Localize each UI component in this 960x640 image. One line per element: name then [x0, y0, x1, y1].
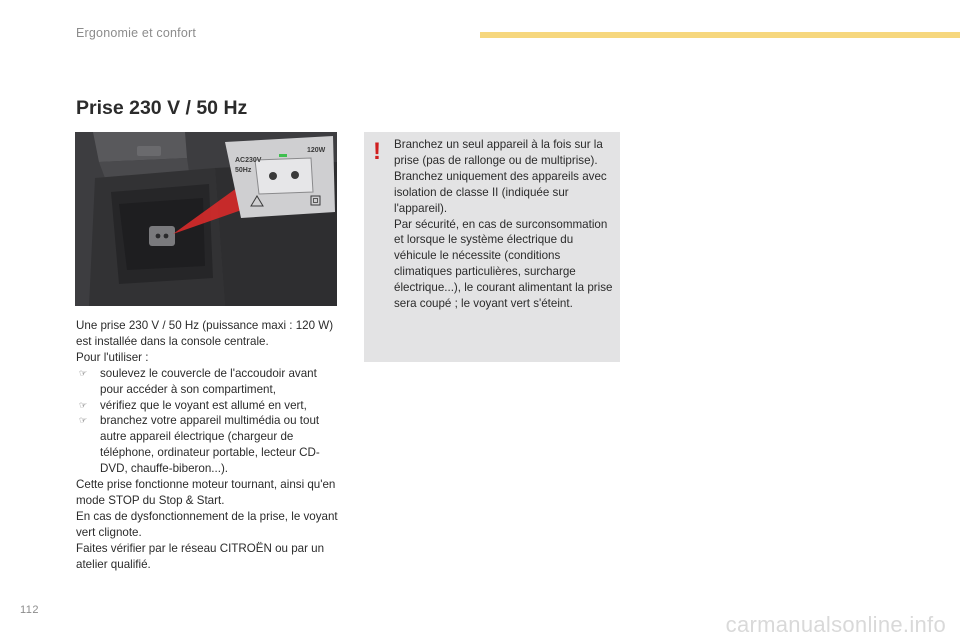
page-number: 112: [20, 604, 40, 616]
exclamation-icon: !: [373, 138, 381, 165]
operation-note: Cette prise fonctionne moteur tournant, ainsi qu'en mode STOP du Stop & Start.: [76, 478, 336, 507]
pointing-hand-icon: ☞: [78, 367, 88, 378]
warning-line-safety-cutoff: Par sécurité, en cas de surconsommation et lorsque le système électrique du véhicule le nécessite (conditions climatiques particulières, surcharge électrique...), le courant alimentant la prise sera coupé ; le voyant vert s'éteint.: [394, 217, 613, 311]
intro-paragraph: Une prise 230 V / 50 Hz (puissance maxi : 120 W) est installée dans la console centrale.: [76, 319, 334, 348]
console-illustration: [75, 132, 337, 306]
usage-steps: [76, 366, 338, 477]
list-item: [76, 413, 338, 477]
warning-line-single-device: Branchez un seul appareil à la fois sur la prise (pas de rallonge ou de multiprise).: [394, 138, 603, 167]
list-item: [76, 398, 338, 414]
pointing-hand-icon: ☞: [78, 399, 88, 410]
footer-watermark: carmanualsonline.info: [725, 612, 946, 637]
warning-box: [364, 132, 620, 362]
body-text: [76, 318, 338, 573]
section-header: Ergonomie et confort: [76, 26, 197, 40]
warning-text: [394, 137, 616, 312]
label-voltage: AC230V: [235, 157, 262, 164]
list-item: [76, 366, 338, 398]
socket-detail-panel: [225, 136, 335, 218]
label-power: 120W: [307, 147, 326, 154]
socket-icon: [149, 226, 175, 246]
malfunction-note: En cas de dysfonctionnement de la prise, le voyant vert clignote.: [76, 509, 338, 539]
header-accent-bar: [480, 32, 960, 38]
pointing-hand-icon: ☞: [78, 415, 88, 426]
step-text: vérifiez que le voyant est allumé en vert,: [100, 398, 307, 412]
page-title: Prise 230 V / 50 Hz: [76, 97, 248, 119]
step-text: branchez votre appareil multimédia ou tout autre appareil électrique (chargeur de téléphone, ordinateur portable, lecteur CD-DVD, chauffe-biberon...).: [100, 414, 320, 476]
service-note: Faites vérifier par le réseau CITROËN ou par un atelier qualifié.: [76, 541, 325, 571]
step-text: soulevez le couvercle de l'accoudoir avant pour accéder à son compartiment,: [100, 366, 317, 396]
usage-heading: Pour l'utiliser :: [76, 350, 149, 364]
label-frequency: 50Hz: [235, 167, 252, 174]
warning-line-class-ii: Branchez uniquement des appareils avec isolation de classe II (indiquée sur l'appareil).: [394, 169, 607, 215]
